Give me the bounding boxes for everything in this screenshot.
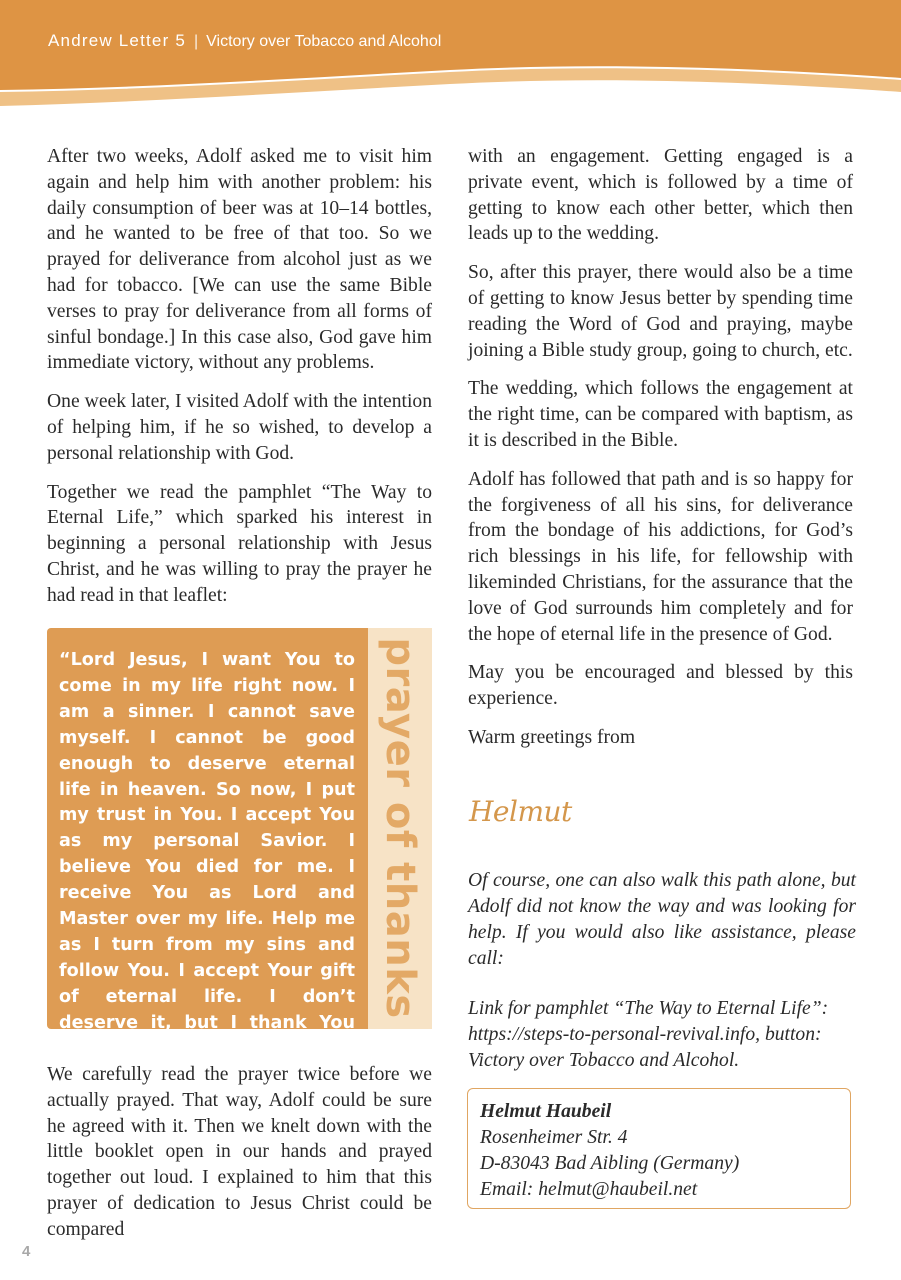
paragraph: May you be encouraged and blessed by this experience. bbox=[468, 662, 853, 710]
header-title bbox=[48, 31, 441, 51]
page-header bbox=[0, 0, 901, 110]
paragraph: After two weeks, Adolf asked me to visit him again and help him with another problem: his daily consumption of beer was at 10–14 bottles, and he wanted to be free of that too. So we prayed for deliverance from alcohol just as we had for tobacco. [We can use the same Bible verses to pray for deliverance from all forms of sinful bondage.] In this case also, God gave him immediate victory, without any problems. bbox=[47, 146, 432, 374]
signature: Helmut bbox=[469, 795, 572, 828]
prayer-text: “Lord Jesus, I want You to come in my life right now. I am a sinner. I cannot save myself. I cannot be good enough to deserve eternal life in heaven. So now, I put my trust in You. I accept You as my personal Savior. I believe You died for me. I receive You as Lord and Master over my life. Help me as I turn from my sins and follow You. I accept Your gift of eternal life. I don’t deserve it, but I thank You for it. Amen.” bbox=[59, 650, 355, 1059]
prayer-label: prayer of thanks bbox=[377, 637, 423, 1019]
letter-title: Victory over Tobacco and Alcohol bbox=[206, 33, 442, 50]
pamphlet-url[interactable]: https://steps-to-personal-revival.info, button: bbox=[468, 1023, 822, 1045]
left-column-continued bbox=[47, 1062, 432, 1256]
link-line: Link for pamphlet “The Way to Eternal Life”: bbox=[468, 998, 829, 1019]
contact-street: Rosenheimer Str. 4 bbox=[480, 1127, 628, 1148]
pamphlet-link-note bbox=[468, 996, 856, 1074]
header-separator: | bbox=[194, 33, 199, 50]
contact-name: Helmut Haubeil bbox=[480, 1101, 612, 1122]
header-banner bbox=[0, 0, 901, 110]
prayer-box bbox=[47, 628, 432, 1059]
help-note: Of course, one can also walk this path alone, but Adolf did not know the way and was looking for help. If you would also like assistance, please call: bbox=[468, 870, 856, 969]
paragraph: with an engagement. Getting engaged is a private event, which is followed by a time of getting to know each other better, which then leads up to the wedding. bbox=[468, 146, 853, 245]
paragraph: We carefully read the prayer twice before we actually prayed. That way, Adolf could be sure he agreed with it. Then we knelt down with the little booklet open in our hands and prayed together out loud. I explained to him that this prayer of dedication to Jesus Christ could be compared bbox=[47, 1064, 432, 1240]
paragraph: The wedding, which follows the engagement at the right time, can be compared with baptism, as it is described in the Bible. bbox=[468, 378, 853, 451]
link-line: Victory over Tobacco and Alcohol. bbox=[468, 1049, 740, 1071]
page-number: 4 bbox=[22, 1243, 31, 1260]
right-column bbox=[468, 144, 853, 764]
paragraph: Together we read the pamphlet “The Way to Eternal Life,” which sparked his interest in beginning a personal relationship with Jesus Christ, and he was willing to pray the prayer he had read in that leaflet: bbox=[47, 481, 432, 606]
paragraph: Adolf has followed that path and is so happy for the forgiveness of all his sins, for deliverance from the bondage of his addictions, for God’s rich blessings in his life, for fellowship with likeminded Christians, for the assurance that the love of God surrounds him completely and for the hope of eternal life in the presence of God. bbox=[468, 468, 853, 645]
paragraph: One week later, I visited Adolf with the intention of helping him, if he so wished, to develop a personal relationship with God. bbox=[47, 391, 432, 464]
left-column bbox=[47, 144, 432, 622]
series-label: Andrew Letter 5 bbox=[48, 31, 187, 50]
contact-city: D-83043 Bad Aibling (Germany) bbox=[480, 1153, 740, 1174]
closing-line: Warm greetings from bbox=[468, 726, 636, 748]
paragraph: So, after this prayer, there would also be a time of getting to know Jesus better by spending time reading the Word of God and praying, maybe joining a Bible study group, going to church, etc. bbox=[468, 262, 853, 361]
prayer-label-strip bbox=[368, 628, 432, 1029]
contact-email[interactable]: Email: helmut@haubeil.net bbox=[480, 1179, 698, 1200]
contact-box bbox=[467, 1088, 851, 1209]
